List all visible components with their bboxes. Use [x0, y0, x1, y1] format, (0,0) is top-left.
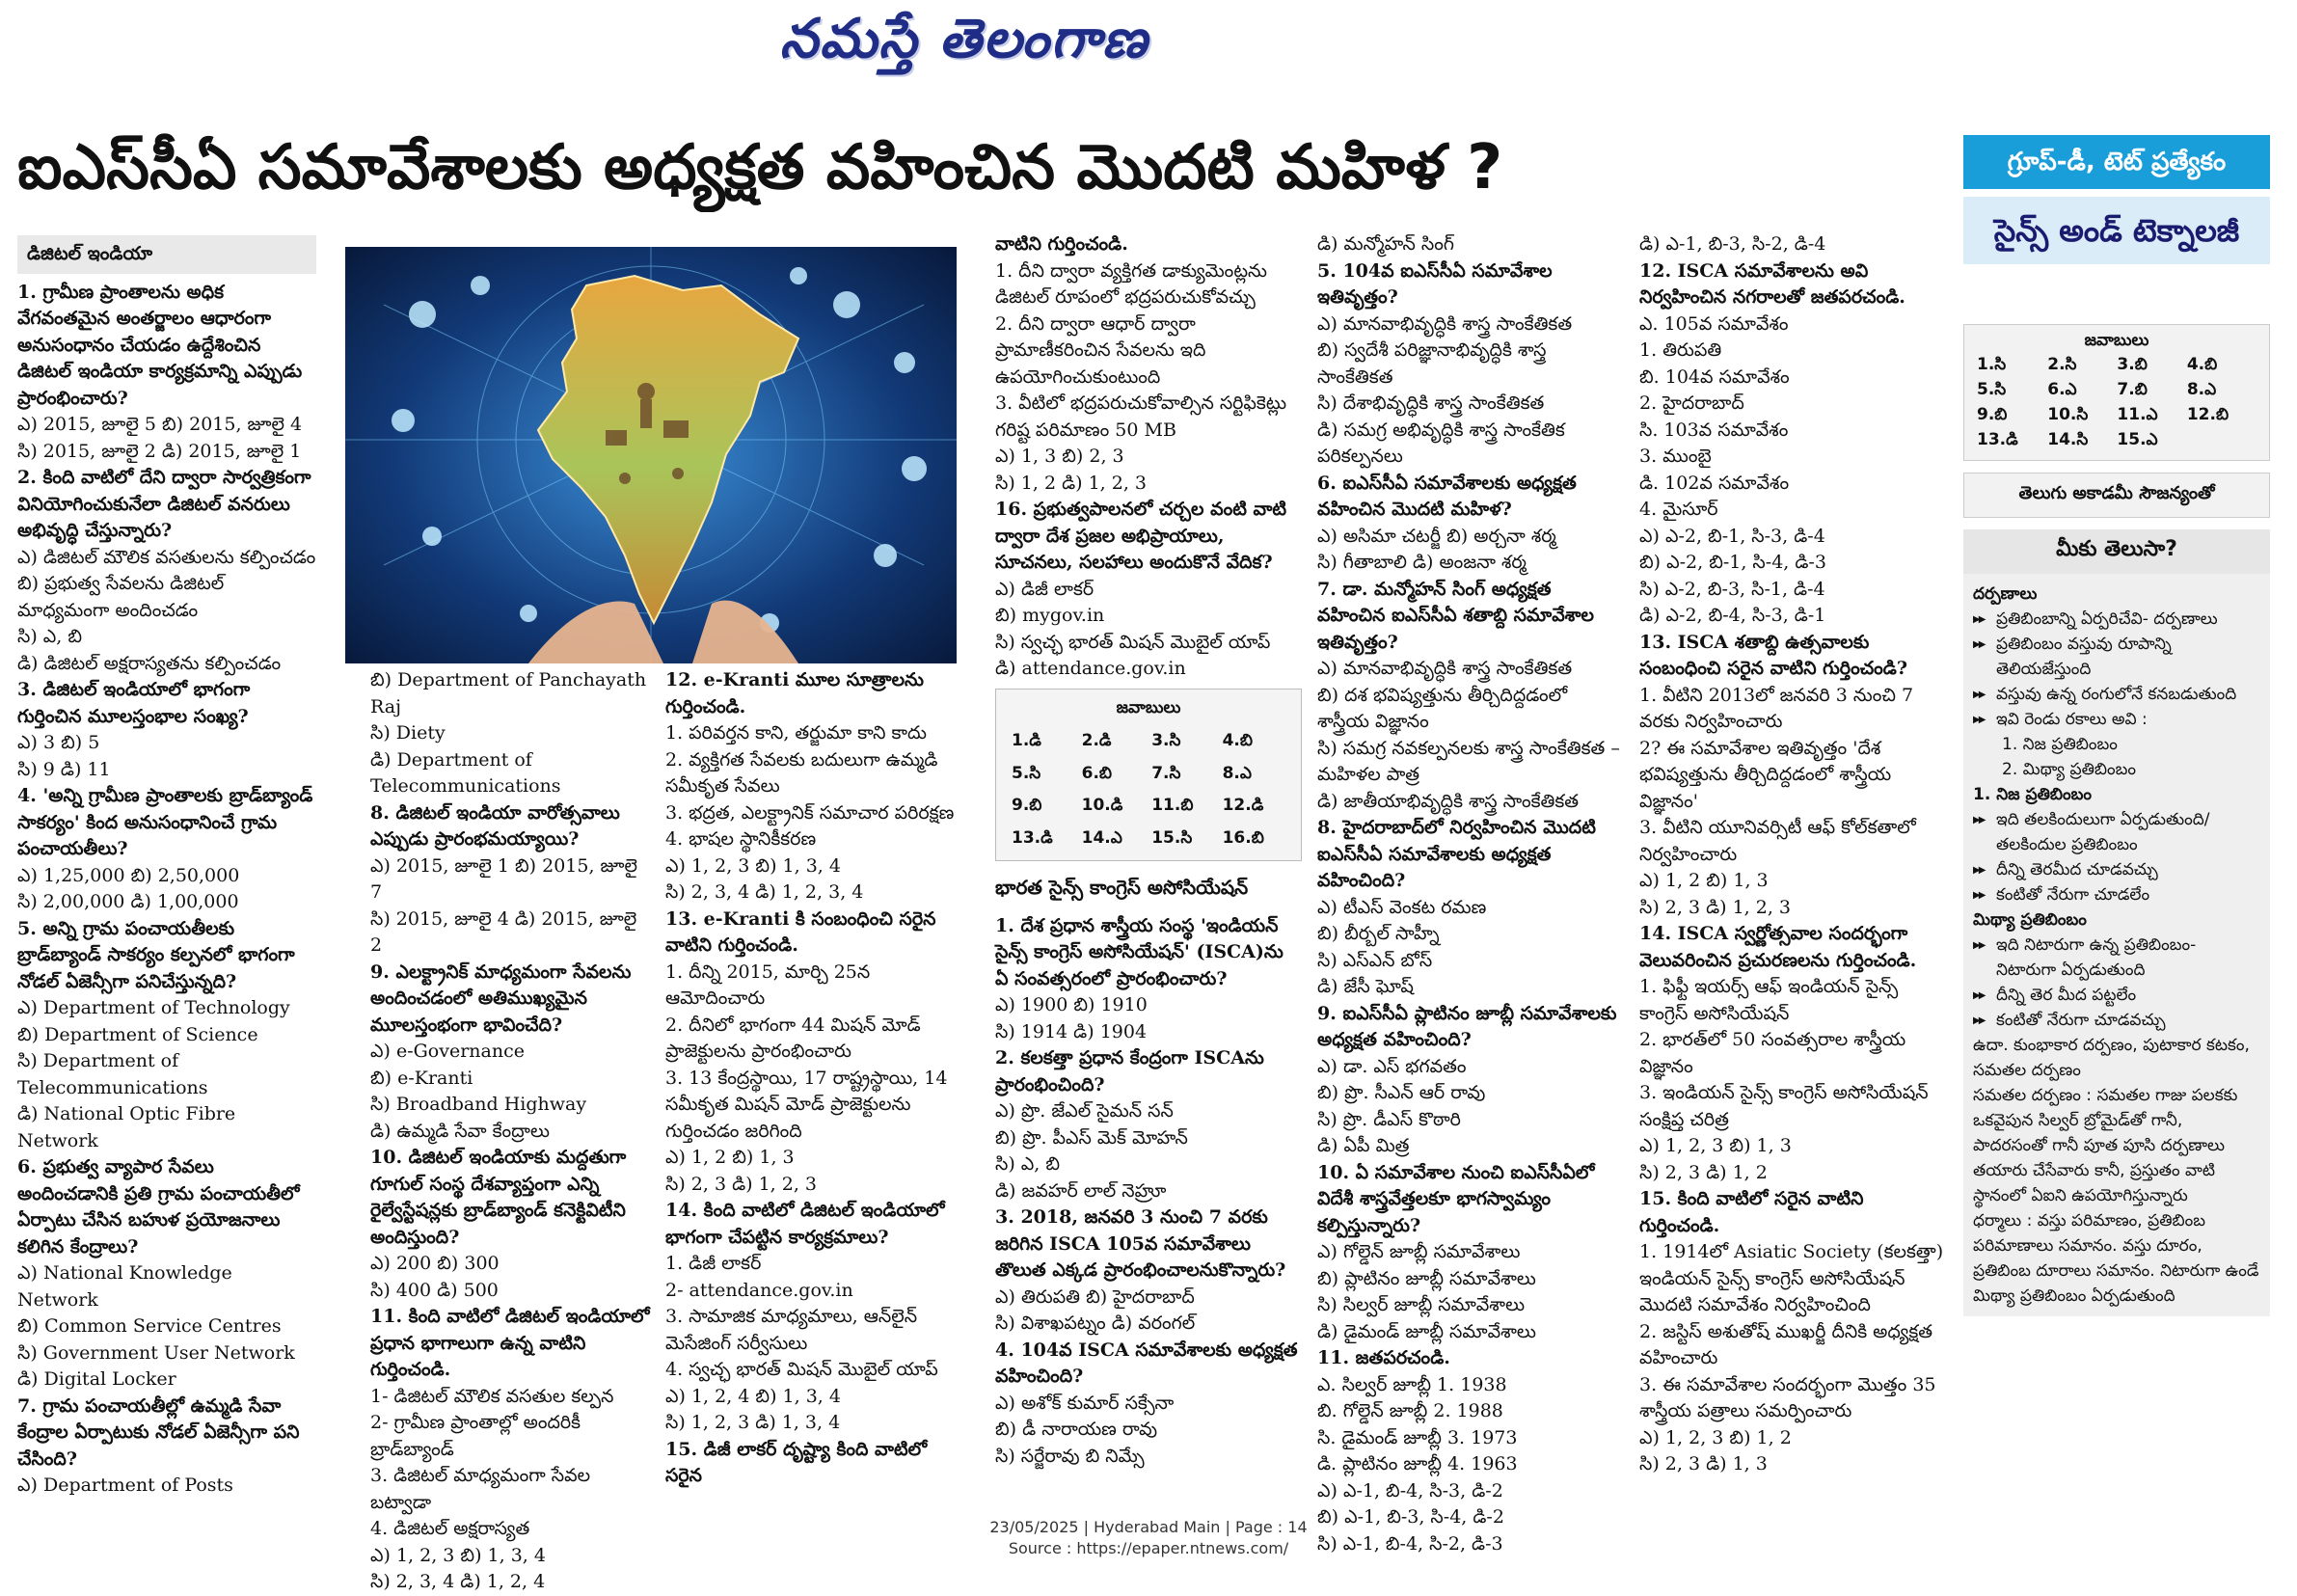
option-text: 2- గ్రామీణ ప్రాంతాల్లో అందరికీ బ్రాడ్‌బ్యాండ్	[370, 1412, 581, 1460]
question-text: 8. డిజిటల్ ఇండియా వారోత్సవాలు ఎప్పుడు ప్రారంభమయ్యాయి?	[370, 801, 620, 850]
option-text: బి. గోల్డెన్ జూబ్లీ 2. 1988	[1317, 1400, 1503, 1421]
india-map-network-illustration	[345, 247, 957, 663]
option-text: డి) డిజిటల్ అక్షరాస్యతను కల్పించడం	[17, 652, 282, 674]
question-text: 4. 104వ ISCA సమావేశాలకు అధ్యక్షత వహించింది?	[995, 1339, 1298, 1387]
option-text: సి) దేశాభివృద్ధికి శాస్త్ర సాంకేతికత	[1317, 392, 1545, 414]
answer-cell: 11.బి	[1151, 796, 1194, 815]
masthead-title: నమస్తే తెలంగాణ	[779, 8, 1149, 70]
option-text: ఎ) 1, 2 బి) 1, 3	[1639, 870, 1769, 891]
option-text: 2. వ్యక్తిగత సేవలకు బదులుగా ఉమ్మడి సమీకృత సేవలు	[665, 748, 938, 797]
option-text: 4. మైసూర్	[1639, 499, 1718, 520]
answer-cell: 3.బి	[2117, 355, 2148, 374]
question-text: 10. ఏ సమావేశాల నుంచి ఐఎస్‌సీఏలో విదేశీ శాస్త్రవేత్తలకూ భాగస్వామ్యం కల్పిస్తున్నారు?	[1317, 1161, 1595, 1236]
option-text: డి) Digital Locker	[17, 1368, 176, 1390]
option-text: ఎ) ఎ-2, బి-1, సి-3, డి-4	[1639, 525, 1825, 547]
option-text: బి) స్వదేశీ పరిజ్ఞానాభివృద్ధికి శాస్త్ర సాంకేతికత	[1317, 339, 1547, 388]
answer-cell: 13.డి	[1012, 827, 1053, 848]
question-text: 15. డిజీ లాకర్ దృష్ట్యా కింది వాటిలో సరైన	[665, 1438, 928, 1486]
option-text: బి) e-Kranti	[370, 1067, 473, 1089]
option-text: 3. వీటిని యూనివర్సిటీ ఆఫ్ కోల్‌కతాలో నిర్వహించారు	[1639, 817, 1916, 865]
option-text: సి) సర్జేరావు బి నిమ్సే	[995, 1445, 1145, 1467]
section-title-isca: భారత సైన్స్ కాంగ్రెస్ అసోసియేషన్	[995, 876, 1249, 899]
answer-cell: 2.సి	[2047, 355, 2077, 374]
masthead	[0, 8, 1929, 75]
option-text: సి) Diety	[370, 722, 446, 744]
fact-item: ▶▶ దీన్ని తెరమీద చూడవచ్చు	[1973, 857, 2260, 882]
question-text: 6. ప్రభుత్వ వ్యాపార సేవలు అందించడానికి ప్రతి గ్రామ పంచాయతీలో ఏర్పాటు చేసిన బహుళ ప్రయోజనాలు కలిగిన కేంద్రాలు?	[17, 1156, 300, 1258]
answer-cell: 2.డి	[1081, 731, 1112, 750]
question-text: 15. కింది వాటిలో సరైన వాటిని గుర్తించండి.	[1639, 1188, 1864, 1236]
fact-item: ▶▶ ఇవి రెండు రకాలు అవి :	[1973, 707, 2260, 732]
answer-cell: 12.డి	[1222, 796, 1264, 815]
option-text: సి) Government User Network	[17, 1341, 295, 1364]
option-text: డి) డైమండ్ జూబ్లీ సమావేశాలు	[1317, 1320, 1536, 1342]
option-text: ఎ) 2015, జూలై 5 బి) 2015, జూలై 4	[17, 414, 303, 435]
option-text: 1. పరివర్తన కాని, తర్జుమా కాని కాదు	[665, 722, 927, 744]
fact-item: ▶▶ ప్రతిబింబాన్ని ఏర్పరిచేవి- దర్పణాలు	[1973, 607, 2260, 632]
answer-cell: 4.బి	[1222, 731, 1253, 750]
option-text: ఎ) e-Governance	[370, 1041, 525, 1062]
option-text: ఎ) 1, 2, 3 బి) 1, 3, 4	[370, 1544, 546, 1566]
question-text: 9. ఎలక్ట్రానిక్ మాధ్యమంగా సేవలను అందించడంలో అతిముఖ్యమైన మూలస్తంభంగా భావించేది?	[370, 960, 632, 1036]
option-text: 4. భాషల స్థానికీకరణ	[665, 828, 817, 850]
option-text: ఎ) 1, 2, 3 బి) 1, 3, 4	[665, 854, 841, 877]
option-text: 3. ముంబై	[1639, 446, 1712, 467]
option-text: ఎ. 105వ సమావేశం	[1639, 312, 1789, 335]
option-text: సి) 2, 3 డి) 1, 2, 3	[1639, 896, 1792, 918]
option-text: సి) 2, 3, 4 డి) 1, 2, 4	[370, 1571, 546, 1592]
answer-cell: 10.సి	[2047, 405, 2089, 424]
option-text: సి) గీతాబాలి డి) అంజనా శర్మ	[1317, 552, 1527, 573]
option-text: సి) ఎ, బి	[17, 626, 83, 647]
option-text: ఎ) 200 బి) 300	[370, 1253, 500, 1274]
option-text: బి) ప్రొ. పీఎస్ మెక్ మోహన్	[995, 1126, 1188, 1149]
answer-cell: 15.సి	[1151, 827, 1193, 848]
answers-box-isca	[1963, 324, 2270, 461]
option-text: ఎ) 2015, జూలై 1 బి) 2015, జూలై 7	[370, 854, 637, 903]
option-text: బి) ఎ-1, బి-3, సి-4, డి-2	[1317, 1506, 1504, 1528]
option-text: డి) జాతీయాభివృద్ధికి శాస్త్ర సాంకేతికత	[1317, 790, 1580, 812]
column-4	[995, 231, 1302, 1470]
answer-cell: 6.బి	[1081, 763, 1113, 783]
question-text: 8. హైదరాబాద్‌లో నిర్వహించిన మొదటి ఐఎస్‌సీఏ సమావేశాలకు అధ్యక్షత వహించింది?	[1317, 817, 1596, 891]
footer-source: Source : https://epaper.ntnews.com/	[1008, 1539, 1289, 1557]
option-text: డి) Department of Telecommunications	[370, 748, 561, 797]
question-text: 7. డా. మన్మోహన్ సింగ్ అధ్యక్షత వహించిన ఐఎస్‌సీఏ శతాబ్ది సమావేశాల ఇతివృత్తం?	[1317, 578, 1594, 653]
option-text: సి) 400 డి) 500	[370, 1279, 499, 1301]
option-text: ఎ) 1,25,000 బి) 2,50,000	[17, 864, 240, 886]
option-text: ఎ) 3 బి) 5	[17, 732, 100, 753]
option-text: 3. ఇండియన్ సైన్స్ కాంగ్రెస్ అసోసియేషన్ సంక్షిప్త చరిత్ర	[1639, 1082, 1929, 1130]
option-text: 1. 1914లో Asiatic Society (కలకత్తా) ఇండియన్ సైన్స్ కాంగ్రెస్ అసోసియేషన్ మొదటి సమావేశం నిర్వహించింది	[1639, 1241, 1944, 1315]
option-text: ఎ) 1, 2, 3 బి) 1, 3	[1639, 1135, 1792, 1156]
answers-table-right	[1976, 354, 2257, 454]
answer-cell: 12.బి	[2186, 405, 2229, 424]
option-text: ఎ) డిజీ లాకర్	[995, 578, 1094, 600]
option-text: ఎ) మానవాభివృద్ధికి శాస్త్ర సాంకేతికత	[1317, 658, 1573, 679]
right-sidebar	[1963, 324, 2270, 1316]
option-text: డి) మన్మోహన్ సింగ్	[1317, 233, 1454, 255]
option-text: డి) ఎ-1, బి-3, సి-2, డి-4	[1639, 233, 1826, 255]
option-text: 3. వీటిలో భద్రపరుచుకోవాల్సిన సర్టిఫికెట్లు గరిష్ట పరిమాణం 50 MB	[995, 392, 1287, 441]
ribbon-top: గ్రూప్‌-డీ, టెట్ ప్రత్యేకం	[1963, 135, 2270, 189]
option-text: 2? ఈ సమావేశాల ఇతివృత్తం 'దేశ భవిష్యత్తును తీర్చిదిద్దడంలో శాస్త్రీయ విజ్ఞానం'	[1639, 737, 1892, 812]
option-text: బి) ప్రభుత్వ సేవలను డిజిటల్ మాధ్యమంగా అందించడం	[17, 573, 225, 621]
option-text: ఎ) 1, 2 బి) 1, 3	[665, 1147, 795, 1168]
option-text: సి) 2015, జూలై 4 డి) 2015, జూలై 2	[370, 907, 637, 956]
question-text: 16. ప్రభుత్వపాలనలో చర్చల వంటి వాటి ద్వారా దేశ ప్రజల అభిప్రాయాలు, సూచనలు, సలహాలు అందుకొనే వేదిక?	[995, 499, 1287, 573]
option-text: డి) జవహర్ లాల్ నెహ్రూ	[995, 1179, 1167, 1202]
option-text: డి) సమగ్ర అభివృద్ధికి శాస్త్ర సాంకేతిక పరికల్పనలు	[1317, 419, 1565, 467]
question-text: 13. ISCA శతాబ్ది ఉత్సవాలకు సంబంధించి సరైన వాటిని గుర్తించండి?	[1639, 631, 1907, 679]
answers-box-digital-india	[995, 689, 1302, 862]
fact-item: 2. మిథ్యా ప్రతిబింబం	[2002, 760, 2136, 779]
option-text: సి) Broadband Highway	[370, 1094, 587, 1115]
did-you-know-title: మీకు తెలుసా?	[1963, 529, 2270, 574]
option-text: 1. డిజీ లాకర్	[665, 1253, 762, 1274]
answer-cell: 9.బి	[1012, 796, 1042, 815]
option-text: ఎ) అసిమా చటర్జీ బి) అర్చనా శర్మ	[1317, 525, 1556, 547]
question-text: 1. గ్రామీణ ప్రాంతాలను అధిక వేగవంతమైన అంతర్జాలం ఆధారంగా అనుసంధానం చేయడం ఉద్దేశించిన డిజిటల్ ఇండియా కార్యక్రమాన్ని ఎప్పుడు ప్రారంభించారు?	[17, 281, 303, 409]
column-3	[665, 667, 957, 1490]
option-text: డి) ఉమ్మడి సేవా కేంద్రాలు	[370, 1120, 550, 1142]
option-text: సి) ఎ-2, బి-3, సి-1, డి-4	[1639, 578, 1825, 600]
option-text: సి) Department of Telecommunications	[17, 1050, 208, 1098]
question-text: 2. కలకత్తా ప్రధాన కేంద్రంగా ISCAను ప్రారంభించింది?	[995, 1047, 1264, 1096]
option-text: ఎ) 1, 2, 3 బి) 1, 2	[1639, 1426, 1792, 1448]
ribbon-bottom: సైన్స్ అండ్ టెక్నాలజీ	[1963, 197, 2270, 264]
column-2	[370, 667, 650, 1596]
question-text: 14. ISCA స్వర్ణోత్సవాల సందర్భంగా వెలువరించిన ప్రచురణలను గుర్తించండి.	[1639, 923, 1917, 971]
option-text: 2. హైదరాబాద్	[1639, 392, 1744, 414]
fact-item: ▶▶ దీన్ని తెర మీద పట్టలేం	[1973, 983, 2260, 1008]
option-text: 1. తిరుపతి	[1639, 339, 1722, 361]
question-text: 7. గ్రామ పంచాయతీల్లో ఉమ్మడి సేవా కేంద్రాల ఏర్పాటుకు నోడల్ ఏజెన్సీగా పని చేసింది?	[17, 1394, 300, 1470]
question-text: 2. కింది వాటిలో దేని ద్వారా సార్వత్రికంగా వినియోగించుకునేలా డిజిటల్ వనరులు అభివృద్ధి చేస్తున్నారు?	[17, 467, 311, 541]
option-text: బి) డీ నారాయణ రావు	[995, 1419, 1158, 1440]
option-text: సి) 2, 3 డి) 1, 2, 3	[665, 1173, 818, 1195]
courtesy-box	[1963, 473, 2270, 518]
option-text: డి) ఎ-2, బి-4, సి-3, డి-1	[1639, 605, 1826, 626]
option-text: సి. 103వ సమావేశం	[1639, 419, 1789, 441]
option-text: డి) జేసీ ఘోష్	[1317, 976, 1414, 997]
answer-cell: 13.డి	[1977, 430, 2018, 449]
option-text: సి) ఎస్ఎన్ బోస్	[1317, 949, 1433, 971]
option-text: సి) స్వచ్ఛ భారత్ మిషన్ మొబైల్ యాప్	[995, 631, 1271, 653]
option-text: సి) 2015, జూలై 2 డి) 2015, జూలై 1	[17, 440, 302, 462]
option-text: ఎ) అశోక్ కుమార్ సక్సేనా	[995, 1392, 1175, 1414]
fact-item: ధర్మాలు : వస్తు పరిమాణం, ప్రతిబింబ పరిమాణాలు సమానం. వస్తు దూరం, ప్రతిబింబ దూరాలు సమానం. నిటారుగా ఉండే మిథ్యా ప్రతిబింబం ఏర్పడుతుంది	[1973, 1211, 2259, 1306]
option-text: డి) attendance.gov.in	[995, 658, 1186, 679]
answer-cell: 8.ఎ	[2186, 380, 2217, 399]
option-text: బి) Department of Science	[17, 1023, 258, 1045]
headline: ఐఎస్‌సీఏ సమావేశాలకు అధ్యక్షత వహించిన మొదటి మహిళ ?	[17, 132, 1503, 203]
question-text: 5. అన్ని గ్రామ పంచాయతీలకు బ్రాడ్‌బ్యాండ్ సాకర్యం కల్పనలో భాగంగా నోడల్ ఏజెన్సీగా పనిచేస్తున్నది?	[17, 917, 295, 992]
option-text: 2. దీని ద్వారా ఆధార్ ద్వారా ప్రామాణీకరించిన సేవలను ఇది ఉపయోగించుకుంటుంది	[995, 312, 1206, 388]
option-text: బి. 104వ సమావేశం	[1639, 365, 1790, 388]
answer-cell: 14.ఎ	[1081, 827, 1122, 848]
question-text: 4. 'అన్ని గ్రామీణ ప్రాంతాలకు బ్రాడ్‌బ్యాండ్ సాకర్యం' కింద అనుసంధానించే గ్రామ పంచాయతీలు?	[17, 785, 313, 859]
answer-cell: 16.బి	[1222, 827, 1264, 848]
option-text: ఎ) 1900 బి) 1910	[995, 994, 1148, 1015]
option-text: ఎ) 1, 2, 4 బి) 1, 3, 4	[665, 1385, 841, 1407]
answer-cell: 1.డి	[1012, 731, 1041, 750]
option-text: సి) 2, 3, 4 డి) 1, 2, 3, 4	[665, 881, 864, 903]
answer-cell: 1.సి	[1977, 355, 2007, 374]
option-text: 4. డిజిటల్ అక్షరాస్యత	[370, 1518, 530, 1539]
footer	[0, 1517, 2297, 1559]
option-text: ఎ) తిరుపతి బి) హైదరాబాద్	[995, 1285, 1195, 1308]
option-text: బి) Department of Panchayath Raj	[370, 669, 647, 717]
courtesy-text: తెలుగు అకాడమీ సౌజన్యంతో	[2018, 483, 2215, 503]
fact-heading: దర్పణాలు	[1973, 584, 2038, 604]
answer-cell: 10.డి	[1081, 796, 1123, 815]
answer-cell: 6.ఎ	[2047, 380, 2077, 399]
option-text: ఎ) గోల్డెన్ జూబ్లీ సమావేశాలు	[1317, 1241, 1521, 1262]
option-text: 1. వీటిని 2013లో జనవరి 3 నుంచి 7 వరకు నిర్వహించారు	[1639, 684, 1914, 732]
option-text: ఎ) 1, 3 బి) 2, 3	[995, 446, 1124, 467]
fact-item: ▶▶ కంటితో నేరుగా చూడవచ్చు	[1973, 1008, 2260, 1033]
answer-cell: 4.బి	[2186, 355, 2218, 374]
option-text: ఎ) ప్రొ. జేఎల్ సైమన్ సన్	[995, 1100, 1174, 1122]
option-text: ఎ) డిజిటల్ మౌలిక వసతులను కల్పించడం	[17, 546, 316, 568]
option-text: ఎ) టీఎస్ వెంకట రమణ	[1317, 896, 1487, 918]
option-text: ఎ. సిల్వర్ జూబ్లీ 1. 1938	[1317, 1373, 1507, 1395]
option-text: సి) 1, 2, 3 డి) 1, 3, 4	[665, 1412, 841, 1433]
option-text: సి) 9 డి) 11	[17, 758, 111, 780]
option-text: బి) mygov.in	[995, 605, 1105, 626]
option-text: సి) ఎ-1, బి-4, సి-2, డి-3	[1317, 1532, 1503, 1555]
question-text: 9. ఐఎస్‌సీఏ ప్లాటినం జూబ్లీ సమావేశాలకు అధ్యక్షత వహించింది?	[1317, 1002, 1617, 1050]
option-text: డి. ప్లాటినం జూబ్లీ 4. 1963	[1317, 1453, 1518, 1474]
question-text: 1. దేశ ప్రధాన శాస్త్రీయ సంస్థ 'ఇండియన్ సైన్స్ కాంగ్రెస్ అసోసియేషన్' (ISCA)ను ఏ సంవత్సరంలో ప్రారంభించారు?	[995, 914, 1284, 989]
answer-cell: 3.సి	[1151, 731, 1181, 750]
option-text: 2- attendance.gov.in	[665, 1279, 853, 1301]
option-text: ఎ) Department of Technology	[17, 997, 290, 1018]
fact-item: ▶▶ ప్రతిబింబం వస్తువు రూపాన్ని తెలియజేస్తుంది	[1973, 632, 2260, 682]
option-text: బి) దశ భవిష్యత్తును తీర్చిదిద్దడంలో శాస్త్రీయ విజ్ఞానం	[1317, 684, 1568, 732]
fact-item: ▶▶ ఇది నిటారుగా ఉన్న ప్రతిబింబం- నిటారుగా ఏర్పడుతుంది	[1973, 933, 2260, 983]
option-text: సి) 1914 డి) 1904	[995, 1020, 1148, 1042]
answer-cell: 9.బి	[1977, 405, 2008, 424]
column-5	[1317, 231, 1624, 1557]
option-text: సి) విశాఖపట్నం డి) వరంగల్	[995, 1312, 1196, 1334]
option-text: సి) ప్రొ. డీఎస్ కొఠారి	[1317, 1108, 1461, 1130]
answer-cell	[2186, 429, 2257, 454]
option-text: 2. భారత్‌లో 50 సంవత్సరాల శాస్త్రీయ విజ్ఞానం	[1639, 1029, 1906, 1077]
option-text: బి) బీర్బల్ సాహ్నీ	[1317, 923, 1440, 944]
answer-cell: 5.సి	[1012, 763, 1041, 783]
option-text: 3. డిజిటల్ మాధ్యమంగా సేవల బట్వాడా	[370, 1465, 591, 1513]
question-text: 14. కింది వాటిలో డిజిటల్ ఇండియాలో భాగంగా చేపట్టిన కార్యక్రమాలు?	[665, 1200, 945, 1248]
fact-item: ▶▶ ఇది తలకిందులుగా ఏర్పడుతుంది/ తలకిందుల ప్రతిబింబం	[1973, 807, 2260, 857]
answers-title-right: జవాబులు	[2084, 331, 2149, 350]
option-text: సి) సిల్వర్ జూబ్లీ సమావేశాలు	[1317, 1294, 1526, 1315]
fact-item: ▶▶ కంటితో నేరుగా చూడలేం	[1973, 882, 2260, 907]
option-text: బి) ఎ-2, బి-1, సి-4, డి-3	[1639, 552, 1826, 573]
answer-cell: 8.ఎ	[1222, 763, 1252, 783]
option-text: 1. దీని ద్వారా వ్యక్తిగత డాక్యుమెంట్లను డిజిటల్ రూపంలో భద్రపరుచుకోవచ్చు	[995, 259, 1267, 308]
footer-date-edition: 23/05/2025 | Hyderabad Main | Page : 14	[989, 1518, 1308, 1536]
option-text: 4. స్వచ్ఛ భారత్ మిషన్ మొబైల్ యాప్	[665, 1359, 938, 1380]
option-text: 1. దీన్ని 2015, మార్చి 25న ఆమోదించారు	[665, 960, 871, 1009]
option-text: ఎ) National Knowledge Network	[17, 1262, 232, 1311]
fact-item: ఉదా. కుంభాకార దర్పణం, పుటాకార కటకం, సమతల దర్పణం	[1973, 1036, 2250, 1080]
answer-cell: 7.బి	[2117, 380, 2148, 399]
column-6	[1639, 231, 1946, 1478]
question-text: 6. ఐఎస్‌సీఏ సమావేశాలకు అధ్యక్షత వహించిన మొదటి మహిళ?	[1317, 472, 1577, 520]
option-text: 1- డిజిటల్ మౌలిక వసతుల కల్పన	[370, 1385, 614, 1407]
option-text: 2. జస్టిస్ అశుతోష్ ముఖర్జీ దీనికి అధ్యక్షత వహించారు	[1639, 1320, 1933, 1368]
answer-cell: 14.సి	[2047, 430, 2089, 449]
fact-heading: 1. నిజ ప్రతిబింబం	[1973, 785, 2092, 804]
option-text: 3. సామాజిక మాధ్యమాలు, ఆన్‌లైన్ మెసేజింగ్ సర్వీసులు	[665, 1306, 918, 1354]
option-text: ఎ) డా. ఎస్ భగవతం	[1317, 1055, 1467, 1077]
did-you-know-box	[1963, 529, 2270, 1316]
question-text: వాటిని గుర్తించండి.	[995, 233, 1128, 255]
option-text: సి) 1, 2 డి) 1, 2, 3	[995, 472, 1148, 494]
option-text: ఎ) Department of Posts	[17, 1474, 233, 1496]
question-text: 12. ISCA సమావేశాలను అవి నిర్వహించిన నగరాలతో జతపరచండి.	[1639, 259, 1905, 308]
question-text: 3. 2018, జనవరి 3 నుంచి 7 వరకు జరిగిన ISCA 105వ సమావేశాలు తొలుత ఎక్కడ ప్రారంభించాలనుకొన్నారు?	[995, 1206, 1286, 1281]
option-text: డి) National Optic Fibre Network	[17, 1103, 236, 1151]
answer-cell: 7.సి	[1151, 763, 1181, 783]
illustration-india-digital	[345, 247, 957, 663]
option-text: డి) ఏపీ మిత్ర	[1317, 1135, 1410, 1156]
option-text: సి. డైమండ్ జూబ్లీ 3. 1973	[1317, 1426, 1518, 1448]
option-text: 1. ఫిఫ్టీ ఇయర్స్ ఆఫ్ ఇండియన్ సైన్స్ కాంగ్రెస్ అసోసియేషన్	[1639, 976, 1899, 1024]
option-text: ఎ) మానవాభివృద్ధికి శాస్త్ర సాంకేతికత	[1317, 312, 1573, 335]
question-text: 12. e-Kranti మూల సూత్రాలను గుర్తించండి.	[665, 669, 924, 717]
option-text: 3. భద్రత, ఎలక్ట్రానిక్ సమాచార పరిరక్షణ	[665, 801, 955, 824]
question-text: 10. డిజిటల్ ఇండియాకు మద్దతుగా గూగుల్ సంస్థ దేశవ్యాప్తంగా ఎన్ని రైల్వేస్టేషన్లకు బ్రాడ్‌బ్యాండ్ కనెక్టివిటీని అందిస్తుంది?	[370, 1147, 627, 1248]
section-title-digital-india: డిజిటల్ ఇండియా	[17, 235, 316, 274]
answer-cell: 11.ఎ	[2117, 405, 2158, 424]
column-1	[17, 235, 316, 1500]
option-text: సి) సమగ్ర నవకల్పనలకు శాస్త్ర సాంకేతికత – మహిళల పాత్ర	[1317, 737, 1620, 785]
option-text: సి) 2,00,000 డి) 1,00,000	[17, 891, 239, 912]
option-text: 2. దీనిలో భాగంగా 44 మిషన్ మోడ్ ప్రాజెక్టులను ప్రారంభించారు	[665, 1014, 921, 1062]
question-text: 5. 104వ ఐఎస్‌సీఏ సమావేశాల ఇతివృత్తం?	[1317, 259, 1553, 308]
did-you-know-content	[1963, 574, 2270, 1316]
option-text: ఎ) ఎ-1, బి-4, సి-3, డి-2	[1317, 1479, 1503, 1501]
question-text: 11. జతపరచండి.	[1317, 1347, 1450, 1368]
question-text: 3. డిజిటల్ ఇండియాలో భాగంగా గుర్తించిన మూలస్తంభాల సంఖ్య?	[17, 679, 251, 727]
answers-table	[1008, 725, 1289, 854]
option-text: 3. 13 కేంద్రస్థాయి, 17 రాష్ట్రస్థాయి, 14 సమీకృత మిషన్ మోడ్ ప్రాజెక్టులను గుర్తించడం జరిగింది	[665, 1067, 948, 1142]
question-text: 13. e-Kranti కి సంబంధించి సరైన వాటిని గుర్తించండి.	[665, 907, 936, 956]
fact-item: సమతల దర్పణం : సమతల గాజు పలకకు ఒకవైపున సిల్వర్ బ్రోమైడ్‌తో గానీ, పాదరసంతో గానీ పూత పూసి దర్పణాలు తయారు చేసేవారు కానీ, ప్రస్తుతం వాటి స్థానంలో ఏఐని ఉపయోగిస్తున్నారు	[1973, 1086, 2238, 1205]
option-text: బి) Common Service Centres	[17, 1315, 282, 1337]
fact-item: ▶▶ వస్తువు ఉన్న రంగులోనే కనబడుతుంది	[1973, 682, 2260, 707]
option-text: సి) 2, 3 డి) 1, 2	[1639, 1161, 1768, 1183]
option-text: సి) 2, 3 డి) 1, 3	[1639, 1453, 1768, 1474]
answer-cell: 5.సి	[1977, 380, 2007, 399]
question-text: 11. కింది వాటిలో డిజిటల్ ఇండియాలో ప్రధాన భాగాలుగా ఉన్న వాటిని గుర్తించండి.	[370, 1306, 650, 1380]
fact-item: 1. నిజ ప్రతిబింబం	[2002, 735, 2118, 754]
answer-cell: 15.ఎ	[2117, 430, 2158, 449]
fact-heading: మిథ్యా ప్రతిబింబం	[1973, 910, 2087, 930]
answers-title: జవాబులు	[1116, 697, 1181, 717]
option-text: బి) ప్రొ. సీఎన్ ఆర్ రావు	[1317, 1082, 1486, 1103]
option-text: సి) ఎ, బి	[995, 1153, 1061, 1175]
option-text: 3. ఈ సమావేశాల సందర్భంగా మొత్తం 35 శాస్త్రీయ పత్రాలు సమర్పించారు	[1639, 1373, 1936, 1421]
option-text: బి) ప్లాటినం జూబ్లీ సమావేశాలు	[1317, 1267, 1536, 1289]
option-text: డి. 102వ సమావేశం	[1639, 472, 1790, 494]
